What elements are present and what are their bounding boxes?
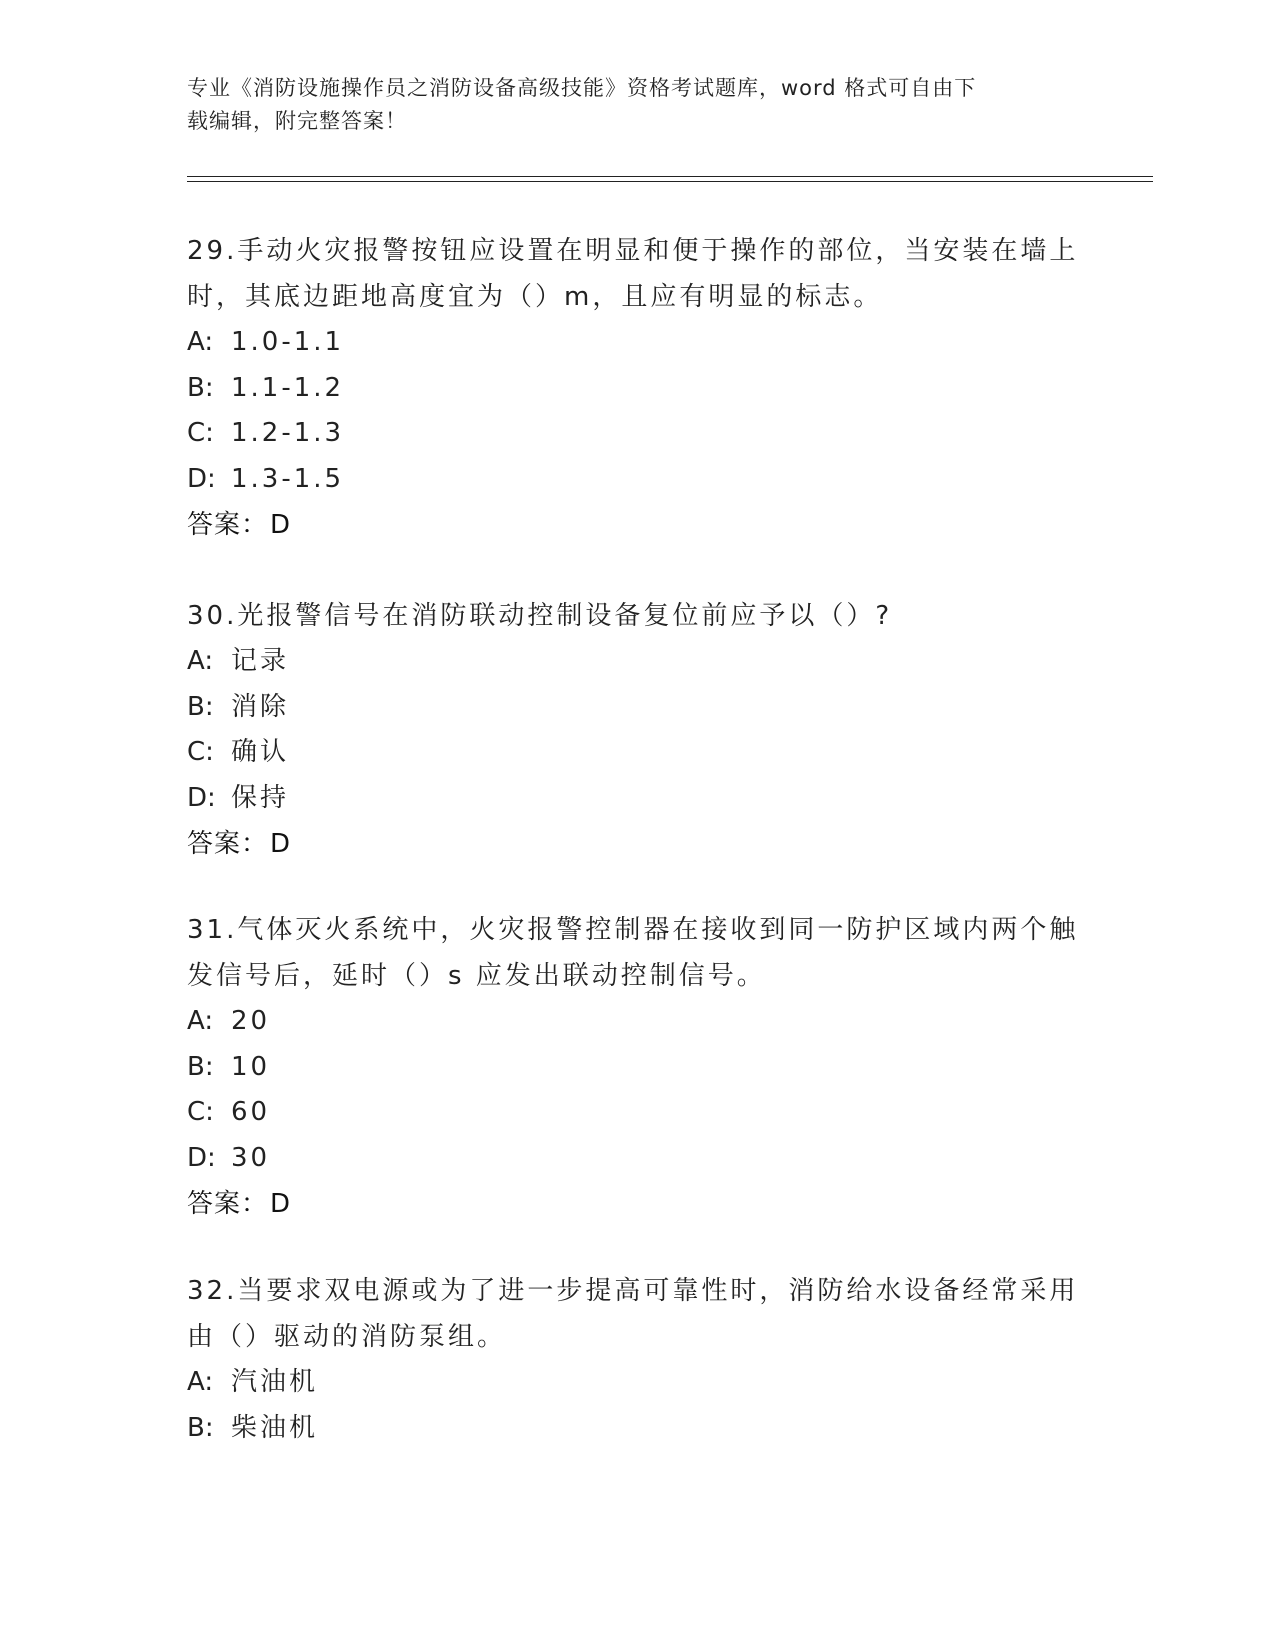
option-text: 记录: [231, 646, 290, 676]
option-text: 消除: [231, 691, 290, 722]
option-letter: D:: [187, 1142, 216, 1173]
option-letter: D:: [187, 463, 216, 494]
option-text: 确认: [231, 737, 290, 767]
header-rule-top: [187, 176, 1153, 177]
option-letter: B:: [187, 1412, 214, 1443]
header-line-1: 专业《消防设施操作员之消防设备高级技能》资格考试题库，word 格式可自由下: [187, 76, 977, 100]
option-a: [187, 1360, 1087, 1406]
option-text: 60: [231, 1097, 271, 1127]
option-letter: A:: [187, 327, 214, 357]
option-b: [187, 1045, 1087, 1091]
option-letter: B:: [187, 372, 214, 403]
option-text: 1.0-1.1: [231, 327, 345, 357]
question-stem: 30.光报警信号在消防联动控制设备复位前应予以（）?: [187, 601, 893, 631]
answer-line: [187, 821, 1087, 867]
answer-line: [187, 1181, 1087, 1227]
option-a: [187, 639, 1087, 685]
question-stem: 29.手动火灾报警按钮应设置在明显和便于操作的部位，当安装在墙上时，其底边距地高度宜为（）m，且应有明显的标志。: [187, 236, 1079, 312]
option-letter: A:: [187, 1367, 214, 1397]
option-letter: D:: [187, 782, 216, 813]
option-letter: A:: [187, 646, 214, 676]
question-30: [187, 593, 1087, 867]
question-29: [187, 228, 1087, 548]
option-c: [187, 411, 1087, 457]
option-letter: B:: [187, 1051, 214, 1082]
option-c: [187, 1090, 1087, 1136]
option-letter: C:: [187, 1097, 214, 1127]
option-d: [187, 776, 1087, 822]
option-d: [187, 457, 1087, 503]
option-c: [187, 730, 1087, 776]
option-d: [187, 1136, 1087, 1182]
document-header: [187, 72, 1067, 138]
option-letter: C:: [187, 737, 214, 767]
option-text: 20: [231, 1006, 271, 1036]
option-letter: A:: [187, 1006, 214, 1036]
option-text: 柴油机: [231, 1412, 319, 1443]
option-text: 30: [231, 1142, 271, 1173]
option-b: [187, 685, 1087, 731]
option-letter: B:: [187, 691, 214, 722]
question-stem: 32.当要求双电源或为了进一步提高可靠性时，消防给水设备经常采用由（）驱动的消防泵组。: [187, 1276, 1079, 1352]
answer-value: D: [270, 1189, 292, 1219]
answer-label: 答案：: [187, 510, 269, 540]
header-rule-bottom: [187, 181, 1153, 182]
option-text: 1.1-1.2: [231, 372, 345, 403]
question-31: [187, 907, 1087, 1227]
option-text: 保持: [231, 782, 290, 813]
answer-line: [187, 502, 1087, 548]
option-a: [187, 999, 1087, 1045]
answer-label: 答案：: [187, 1189, 269, 1219]
option-text: 10: [231, 1051, 271, 1082]
option-text: 汽油机: [231, 1367, 319, 1397]
option-text: 1.2-1.3: [231, 418, 345, 448]
option-text: 1.3-1.5: [231, 463, 345, 494]
option-b: [187, 1406, 1087, 1452]
answer-label: 答案：: [187, 829, 269, 859]
option-b: [187, 366, 1087, 412]
answer-value: D: [270, 510, 292, 540]
header-line-2: 载编辑，附完整答案！: [187, 109, 407, 133]
question-32: [187, 1268, 1087, 1451]
answer-value: D: [270, 829, 292, 859]
option-a: [187, 320, 1087, 366]
question-stem: 31.气体灭火系统中，火灾报警控制器在接收到同一防护区域内两个触发信号后，延时（）s 应发出联动控制信号。: [187, 915, 1079, 991]
option-letter: C:: [187, 418, 214, 448]
